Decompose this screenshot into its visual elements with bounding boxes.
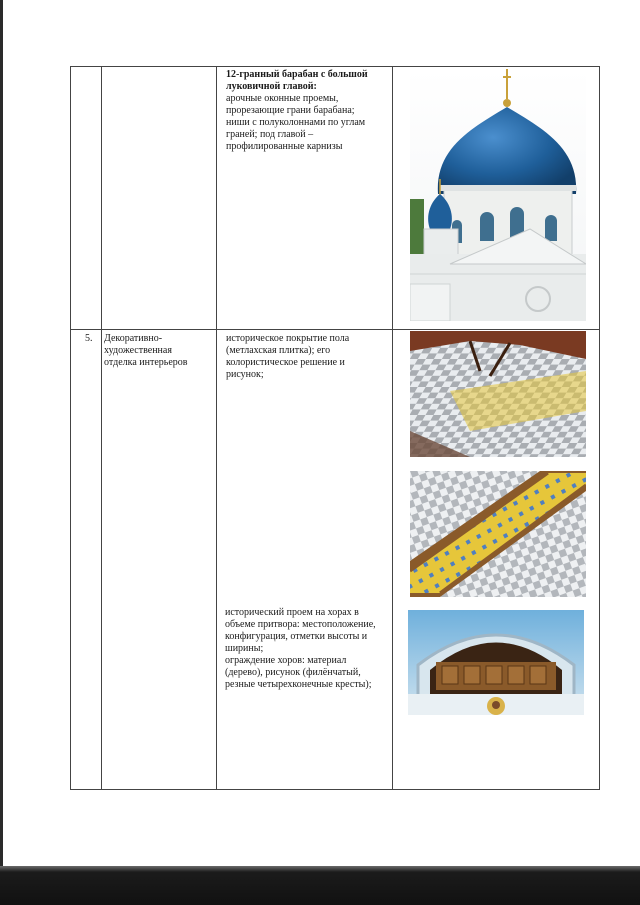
row-number: 5. bbox=[85, 333, 93, 344]
floor-runner-photo bbox=[410, 471, 586, 597]
monument-features-table bbox=[70, 66, 600, 790]
table-divider bbox=[216, 67, 217, 789]
scan-edge bbox=[0, 0, 3, 905]
church-dome-photo bbox=[410, 69, 586, 321]
feature-floor-tiles: историческое покрытие пола (метлахская плитка); его колористическое решение и рисунок; bbox=[226, 333, 350, 380]
table-divider bbox=[101, 67, 102, 789]
scan-shadow bbox=[0, 866, 640, 905]
table-divider bbox=[392, 67, 393, 789]
row-divider bbox=[71, 329, 599, 330]
feature-description: арочные оконные проемы, прорезающие грани барабана; ниши с полуколоннами по углам граней; под главой – профилированные карнизы bbox=[226, 93, 366, 152]
floor-tiles-photo bbox=[410, 331, 586, 457]
feature-choir-opening: исторический проем на хорах в объеме притвора: местоположение, конфигурация, отметки высоты и ширины; ограждение хоров: материал (дерево), рисунок (филёнчатый, резные четырехконечные кресты); bbox=[225, 607, 376, 690]
feature-drum-dome bbox=[226, 69, 386, 153]
choir-gallery-photo bbox=[408, 610, 584, 715]
section-title: Декоративно- художественная отделка интерьеров bbox=[104, 333, 188, 368]
feature-heading: 12-гранный барабан с большой луковичной главой: bbox=[226, 69, 368, 92]
